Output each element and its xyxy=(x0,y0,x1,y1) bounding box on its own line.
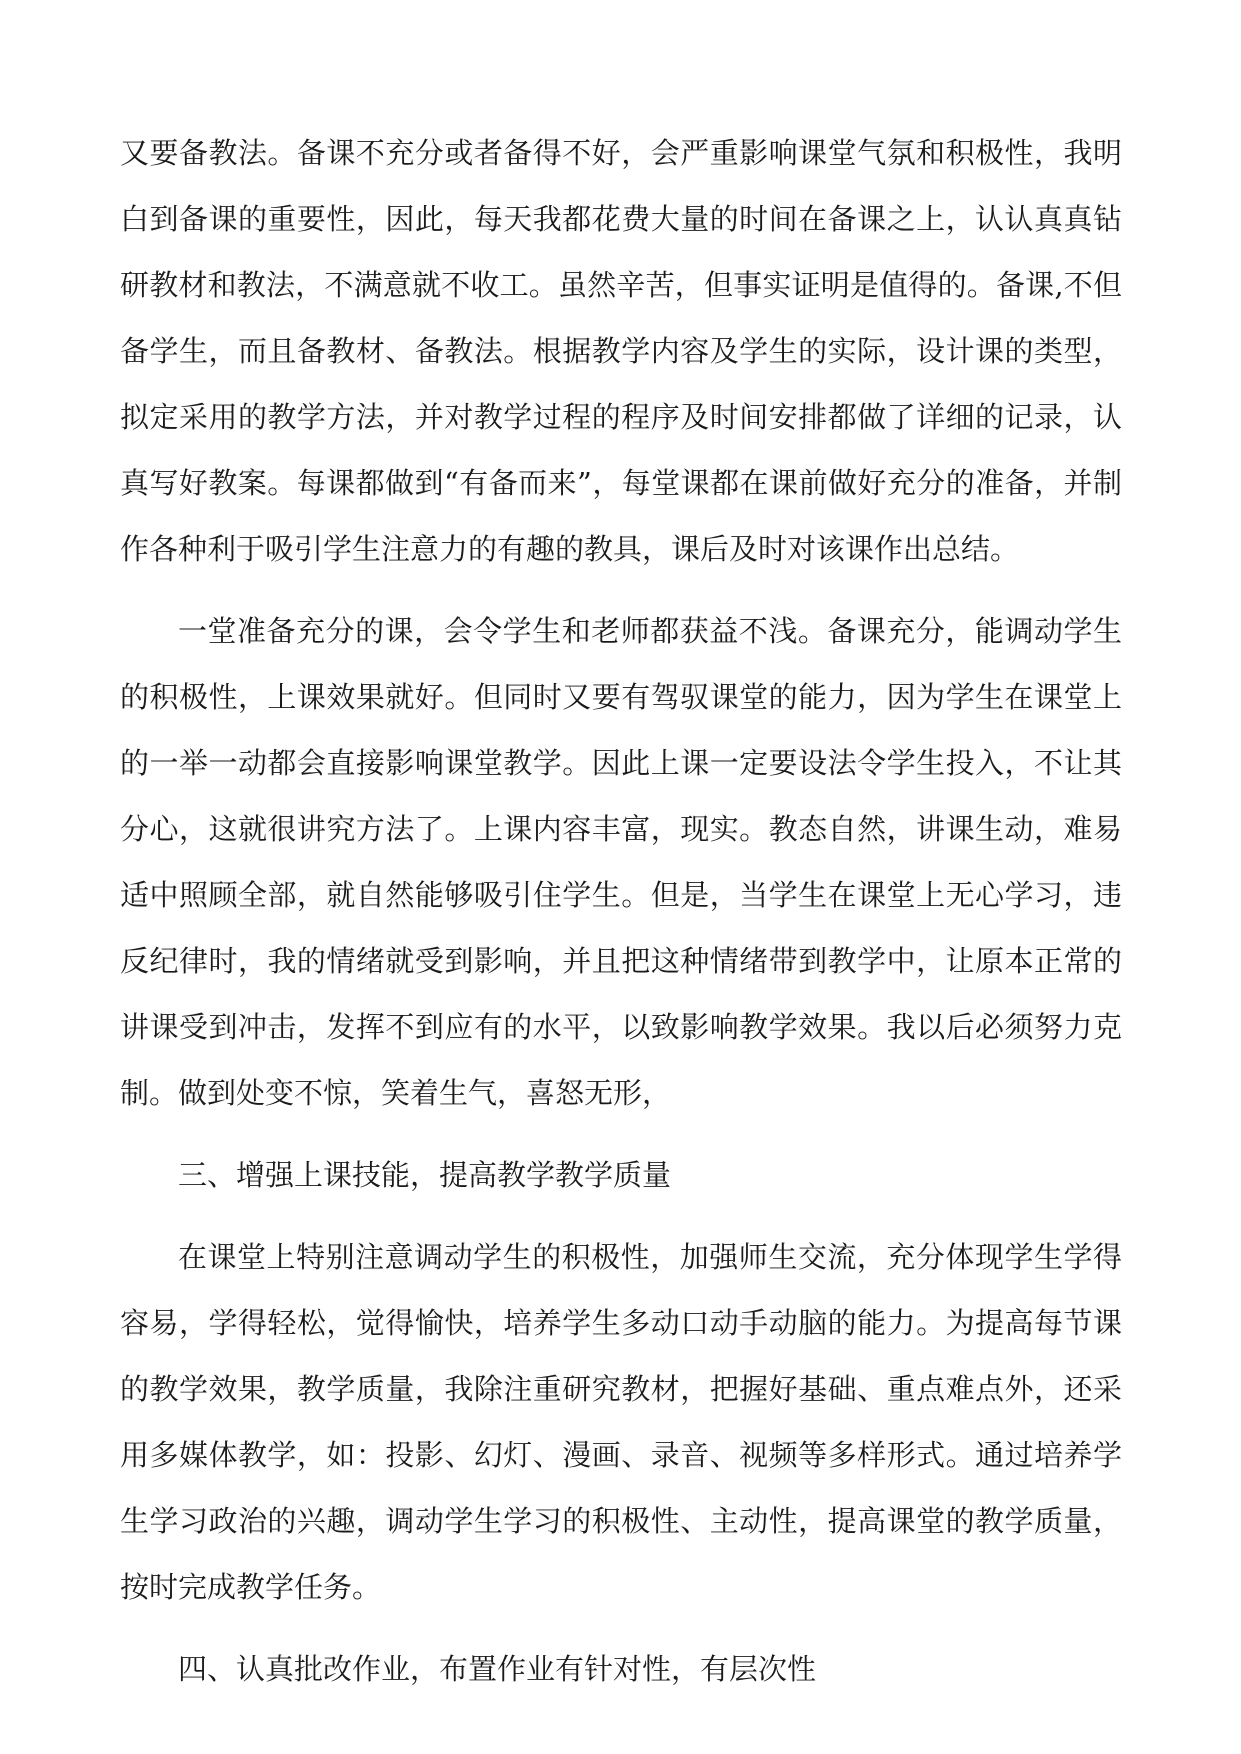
paragraph-teaching-quality: 在课堂上特别注意调动学生的积极性，加强师生交流，充分体现学生学得容易，学得轻松，觉得愉快，培养学生多动口动手动脑的能力。为提高每节课的教学效果，教学质量，我除注重研究教材，把握好基础、重点难点外，还采用多媒体教学，如：投影、幻灯、漫画、录音、视频等多样形式。通过培养学生学习政治的兴趣，调动学生学习的积极性、主动性，提高课堂的教学质量，按时完成教学任务。 xyxy=(120,1240,1122,1604)
paragraph-continuation: 又要备教法。备课不充分或者备得不好，会严重影响课堂气氛和积极性，我明白到备课的重要性，因此，每天我都花费大量的时间在备课之上，认认真真钻研教材和教法，不满意就不收工。虽然辛苦，但事实证明是值得的。备课,不但备学生，而且备教材、备教法。根据教学内容及学生的实际，设计课的类型，拟定采用的教学方法，并对教学过程的程序及时间安排都做了详细的记录，认真写好教案。每课都做到“有备而来”，每堂课都在课前做好充分的准备，并制作各种利于吸引学生注意力的有趣的教具，课后及时对该课作出总结。 xyxy=(120,136,1122,566)
section-heading-4: 四、认真批改作业，布置作业有针对性，有层次性 xyxy=(178,1652,817,1686)
paragraph-class-preparation: 一堂准备充分的课，会令学生和老师都获益不浅。备课充分，能调动学生的积极性，上课效果就好。但同时又要有驾驭课堂的能力，因为学生在课堂上的一举一动都会直接影响课堂教学。因此上课一定要设法令学生投入，不让其分心，这就很讲究方法了。上课内容丰富，现实。教态自然，讲课生动，难易适中照顾全部，就自然能够吸引住学生。但是，当学生在课堂上无心学习，违反纪律时，我的情绪就受到影响，并且把这种情绪带到教学中，让原本正常的讲课受到冲击，发挥不到应有的水平，以致影响教学效果。我以后必须努力克制。做到处变不惊，笑着生气，喜怒无形， xyxy=(120,614,1122,1110)
section-heading-3: 三、增强上课技能，提高教学教学质量 xyxy=(178,1158,672,1192)
document-body xyxy=(120,120,1122,1718)
